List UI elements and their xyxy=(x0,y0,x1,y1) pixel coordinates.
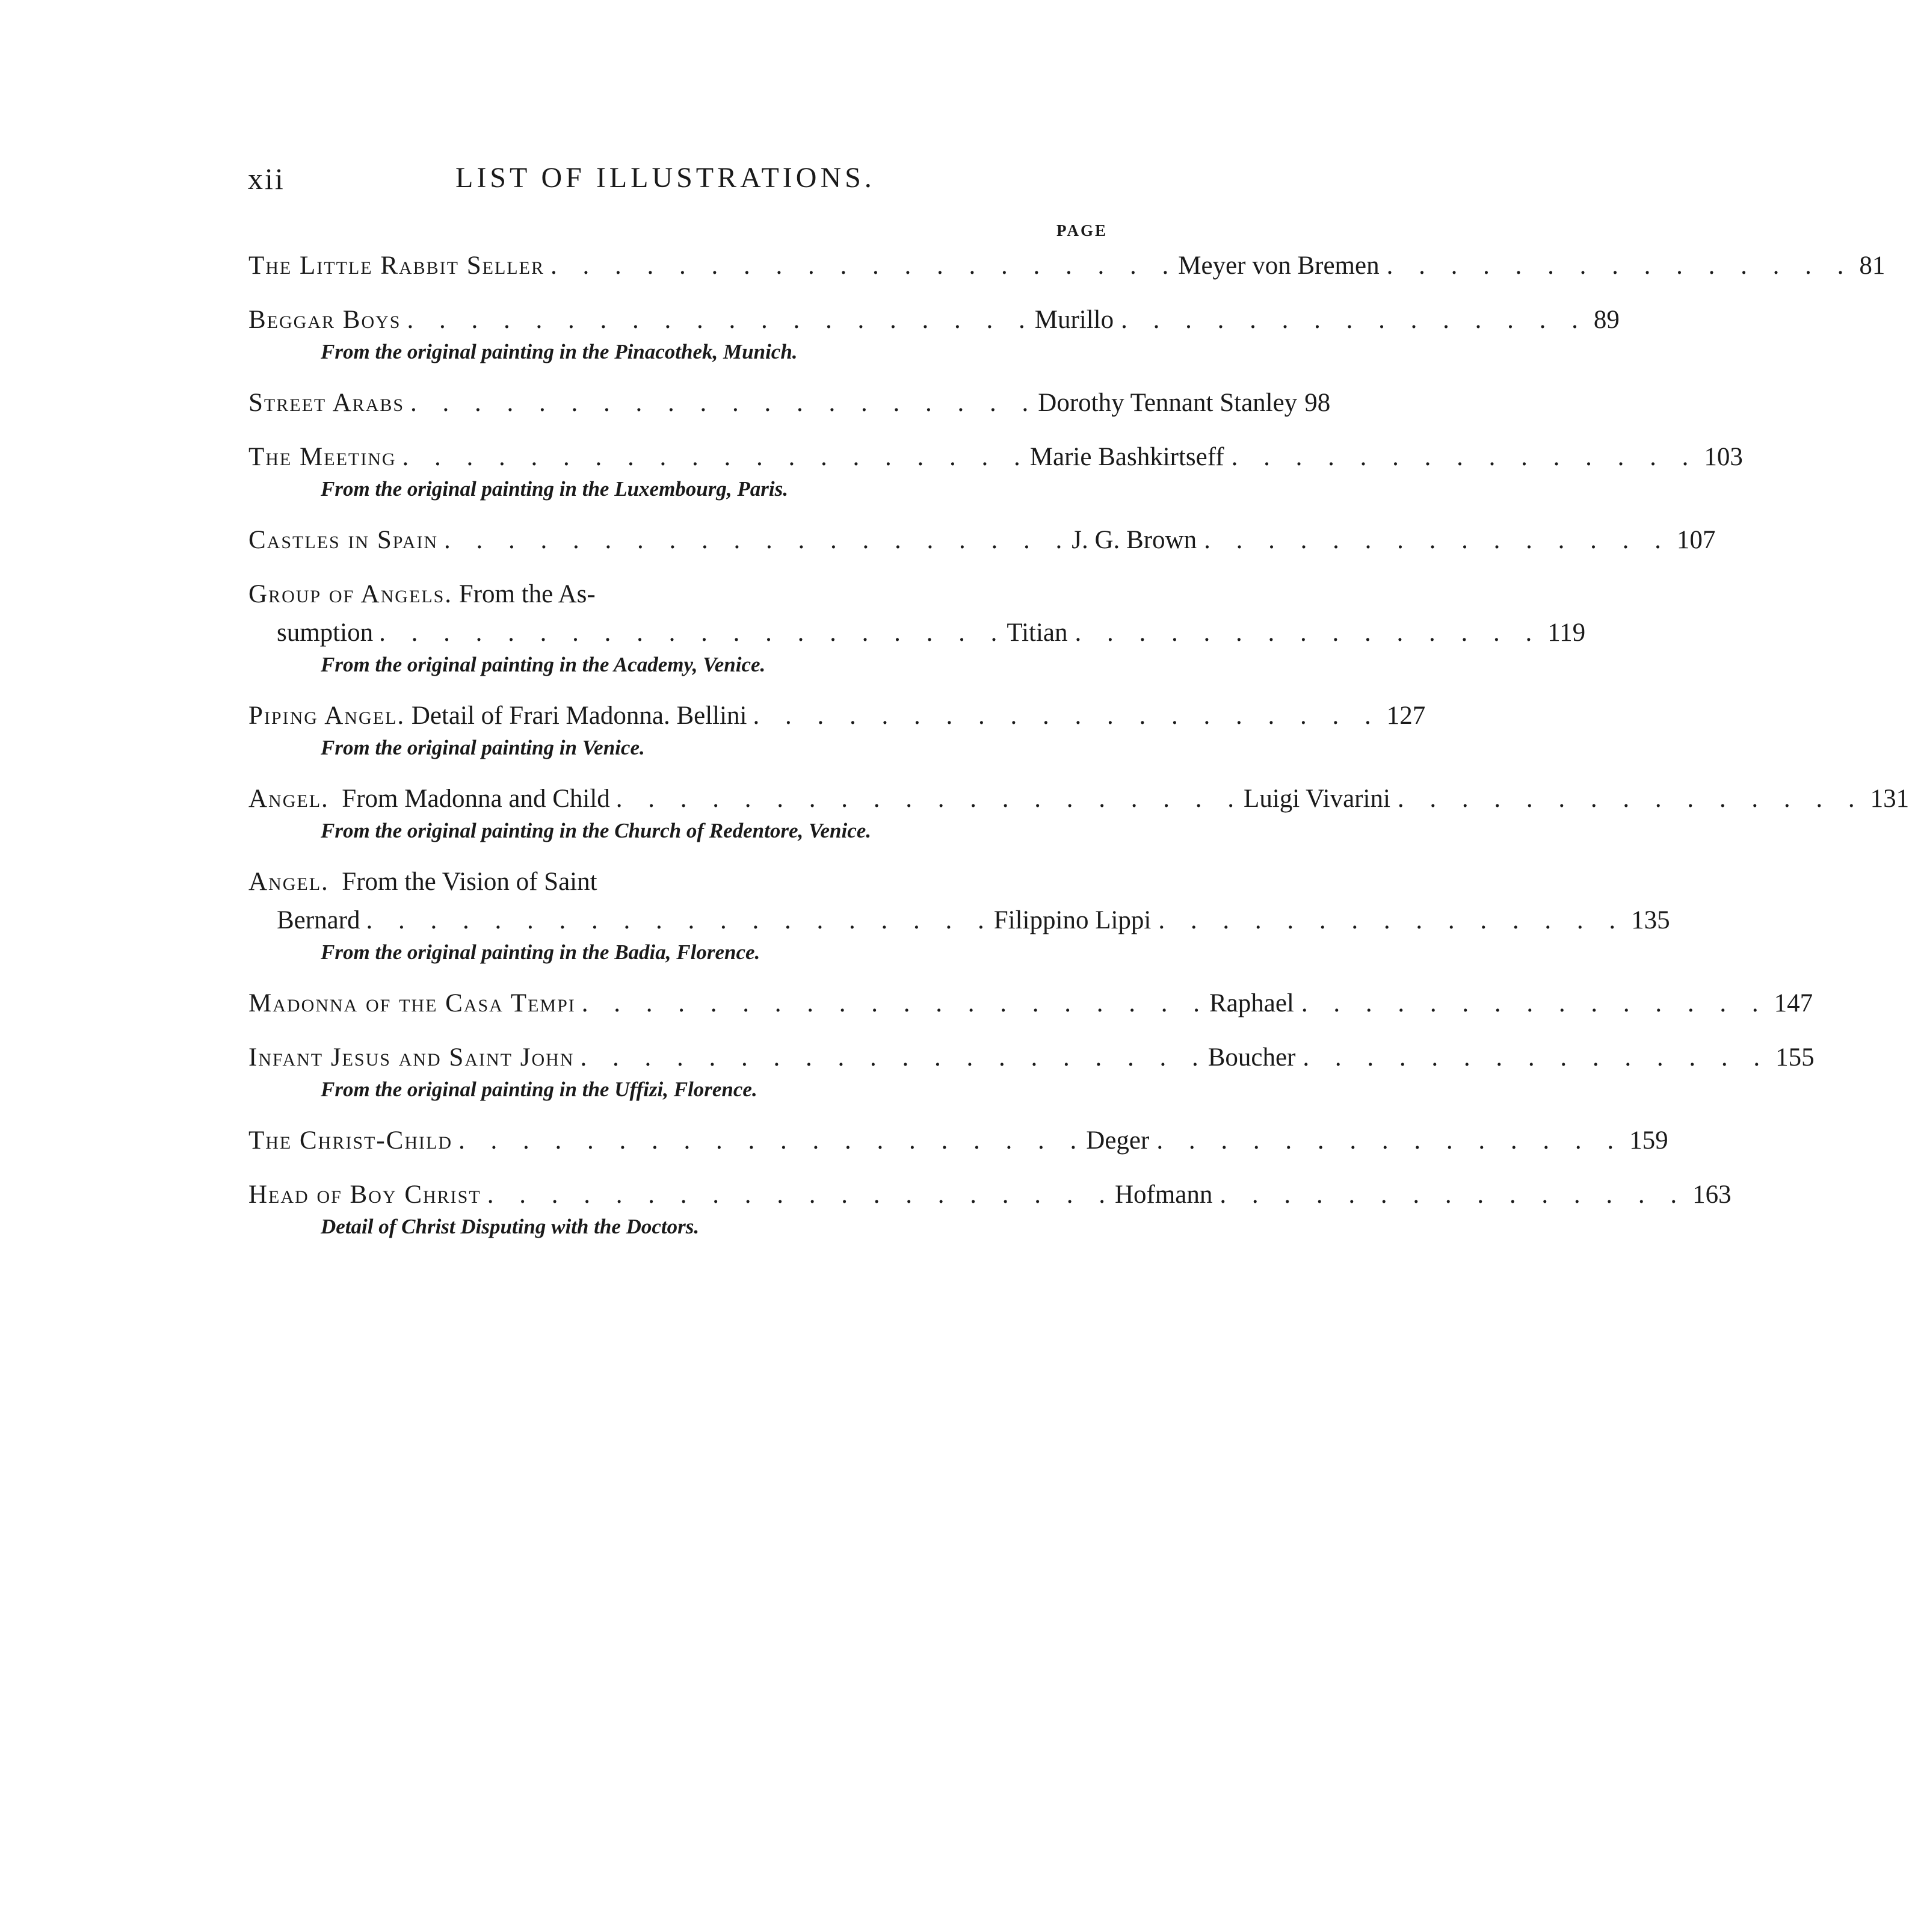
entry-title: Castles in Spain xyxy=(248,526,439,554)
dot-leader: . . . . . . . . . . . . . . . xyxy=(1303,1043,1770,1072)
dot-leader: . . . . . . . . . . . . . . . . . . . . xyxy=(615,785,1244,813)
entry-artist: J. G. Brown xyxy=(1072,526,1197,554)
entry-note: From the original painting in the Pinacothek, Munich. xyxy=(321,340,798,363)
entry-line xyxy=(248,521,1716,560)
entry-title-rest: From the Vision of Saint xyxy=(342,868,597,896)
list-item xyxy=(248,863,1670,969)
dot-leader: . . . . . . . . . . . . . . . xyxy=(1386,252,1854,280)
dot-leader: . . . . . . . . . . . . . . . . . . . . xyxy=(379,619,1007,647)
entry-line xyxy=(248,1176,1732,1214)
dot-leader: . . . . . . . . . . . . . . . . . . . . xyxy=(581,989,1209,1017)
list-item xyxy=(248,247,1886,285)
entry-title: Piping Angel. xyxy=(248,702,406,730)
entry-title-line xyxy=(248,575,1108,614)
list-item xyxy=(248,780,1909,847)
entry-artist: Luigi Vivarini xyxy=(1244,785,1390,813)
entry-page-number: 127 xyxy=(1386,702,1426,730)
entry-title-group xyxy=(248,780,610,818)
list-item xyxy=(248,697,1426,764)
entry-title: Infant Jesus and Saint John xyxy=(248,1043,575,1072)
entry-title-group xyxy=(248,697,747,735)
entry-artist: Hofmann xyxy=(1114,1180,1213,1209)
entry-note: From the original painting in the Academy, Venice. xyxy=(321,653,766,676)
entry-line xyxy=(248,697,1426,735)
dot-leader: . . . . . . . . . . . . . . . xyxy=(1220,1180,1687,1209)
entry-artist: Titian xyxy=(1007,619,1068,647)
entry-line xyxy=(248,384,1331,422)
entry-title: Head of Boy Christ xyxy=(248,1180,481,1209)
entry-artist: Filippino Lippi xyxy=(993,906,1152,934)
illustration-list xyxy=(248,247,1909,1259)
entry-title: Street Arabs xyxy=(248,389,405,417)
entry-title: The Little Rabbit Seller xyxy=(248,252,544,280)
dot-leader: . . . . . . . . . . . . . . . xyxy=(1158,906,1626,934)
entry-line xyxy=(248,301,1620,339)
entry-title: Angel. xyxy=(248,785,329,813)
entry-page-number: 119 xyxy=(1547,619,1586,647)
entry-title: The Christ-Child xyxy=(248,1126,453,1155)
entry-page-number: 147 xyxy=(1774,989,1813,1017)
dot-leader: . . . . . . . . . . . . . . . . . . . . xyxy=(458,1126,1087,1155)
entry-title-rest: From Madonna and Child xyxy=(342,785,610,813)
entry-note: From the original painting in the Church of Redentore, Venice. xyxy=(321,819,872,842)
entry-line xyxy=(248,984,1813,1023)
entry-page-number: 81 xyxy=(1859,252,1886,280)
running-title: LIST OF ILLUSTRATIONS. xyxy=(455,162,875,194)
dot-leader: . . . . . . . . . . . . . . . . . . . . xyxy=(410,389,1038,417)
dot-leader: . . . . . . . . . . . . . . . xyxy=(1397,785,1864,813)
list-item xyxy=(248,438,1743,505)
entry-artist: Boucher xyxy=(1207,1043,1296,1072)
entry-note: From the original painting in the Badia, Florence. xyxy=(321,940,760,964)
entry-page-number: 155 xyxy=(1775,1043,1815,1072)
list-item xyxy=(248,384,1331,422)
entry-artist: Marie Bashkirtseff xyxy=(1029,443,1224,471)
entry-title-continuation: sumption xyxy=(277,619,374,647)
entry-page-number: 107 xyxy=(1676,526,1716,554)
list-item xyxy=(248,521,1716,560)
dot-leader: . . . . . . . . . . . . . . . xyxy=(1301,989,1768,1017)
entry-line xyxy=(248,1122,1668,1160)
entry-page-number: 131 xyxy=(1870,785,1909,813)
list-item xyxy=(248,1039,1815,1106)
entry-title-rest: From the As- xyxy=(458,580,596,608)
entry-title: Beggar Boys xyxy=(248,306,401,334)
entry-artist: Raphael xyxy=(1209,989,1294,1017)
entry-title: Group of Angels. xyxy=(248,580,453,608)
entry-artist: Meyer von Bremen xyxy=(1178,252,1380,280)
dot-leader: . . . . . . . . . . . . . . . . . . . . xyxy=(753,702,1381,730)
entry-page-number: 135 xyxy=(1631,906,1670,934)
entry-line xyxy=(248,1039,1815,1077)
entry-note: From the original painting in Venice. xyxy=(321,736,645,759)
dot-leader: . . . . . . . . . . . . . . . . . . . . xyxy=(487,1180,1115,1209)
entry-title: Angel. xyxy=(248,868,329,896)
entry-line xyxy=(248,780,1909,818)
list-item xyxy=(248,984,1813,1023)
list-item xyxy=(248,1122,1668,1160)
dot-leader: . . . . . . . . . . . . . . . xyxy=(1156,1126,1624,1155)
dot-leader: . . . . . . . . . . . . . . . . . . . . xyxy=(580,1043,1208,1072)
entry-title: The Meeting xyxy=(248,443,396,471)
dot-leader: . . . . . . . . . . . . . . . . . . . . xyxy=(550,252,1179,280)
entry-page-number: 103 xyxy=(1704,443,1743,471)
dot-leader: . . . . . . . . . . . . . . . xyxy=(1231,443,1698,471)
entry-line xyxy=(248,438,1743,477)
page-column-label: PAGE xyxy=(1056,221,1108,239)
entry-artist: Murillo xyxy=(1034,306,1114,334)
entry-line xyxy=(248,901,1670,940)
entry-title-continuation: Bernard xyxy=(277,906,360,934)
entry-note: Detail of Christ Disputing with the Doctors. xyxy=(321,1215,700,1238)
dot-leader: . . . . . . . . . . . . . . . . . . . . xyxy=(407,306,1035,334)
entry-title-rest: Detail of Frari Madonna. xyxy=(411,702,670,730)
page-header xyxy=(248,161,1114,203)
dot-leader: . . . . . . . . . . . . . . . . . . . . xyxy=(444,526,1072,554)
dot-leader: . . . . . . . . . . . . . . . xyxy=(1075,619,1542,647)
dot-leader: . . . . . . . . . . . . . . . xyxy=(1121,306,1588,334)
entry-artist: Dorothy Tennant Stanley xyxy=(1038,389,1298,417)
list-item xyxy=(248,575,1586,681)
entry-artist: Deger xyxy=(1086,1126,1150,1155)
entry-note: From the original painting in the Uffizi, Florence. xyxy=(321,1078,757,1101)
entry-page-number: 98 xyxy=(1304,389,1331,417)
dot-leader: . . . . . . . . . . . . . . . . . . . . xyxy=(366,906,994,934)
folio-number: xii xyxy=(248,162,285,196)
entry-page-number: 89 xyxy=(1593,306,1620,334)
dot-leader: . . . . . . . . . . . . . . . . . . . . xyxy=(402,443,1030,471)
entry-artist: Bellini xyxy=(676,702,747,730)
entry-line xyxy=(248,247,1886,285)
entry-page-number: 159 xyxy=(1629,1126,1668,1155)
entry-title: Madonna of the Casa Tempi xyxy=(248,989,576,1017)
entry-line xyxy=(248,614,1586,652)
list-item xyxy=(248,1176,1732,1243)
entry-note: From the original painting in the Luxembourg, Paris. xyxy=(321,477,788,501)
dot-leader: . . . . . . . . . . . . . . . xyxy=(1204,526,1671,554)
entry-title-line xyxy=(248,863,1108,901)
entry-page-number: 163 xyxy=(1692,1180,1732,1209)
list-item xyxy=(248,301,1620,368)
